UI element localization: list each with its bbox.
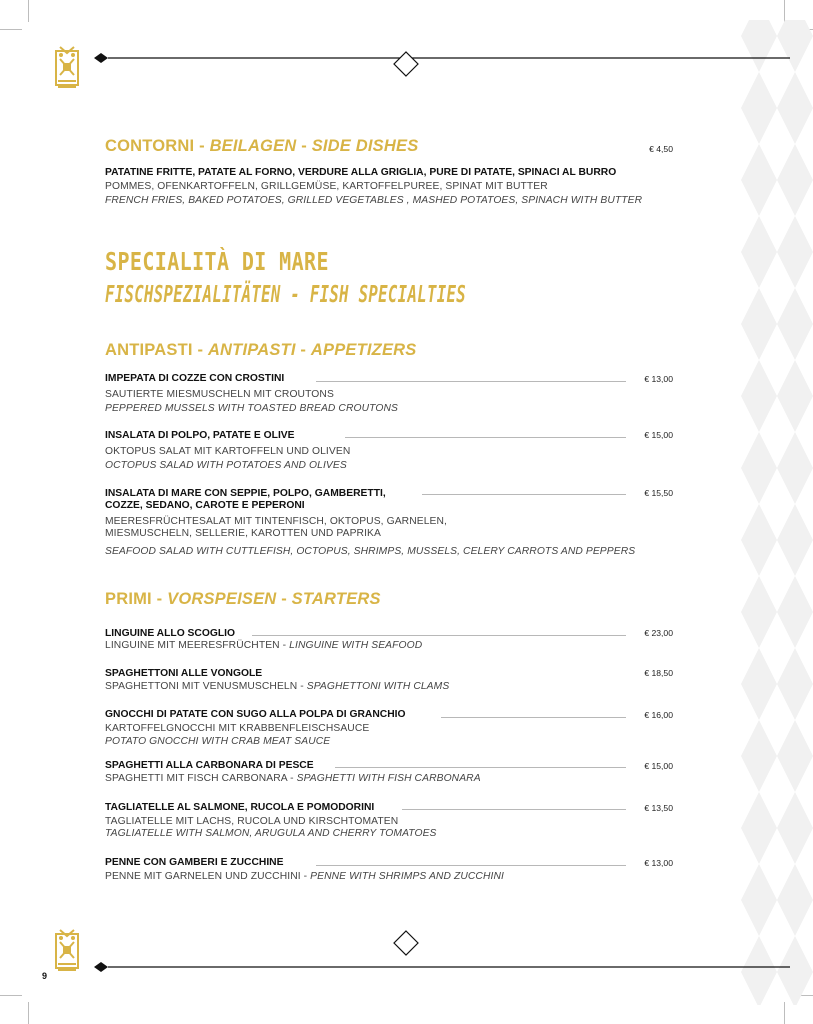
dish-name: TAGLIATELLE AL SALMONE, RUCOLA E POMODORINI <box>105 802 375 813</box>
dish-translation-en: POTATO GNOCCHI WITH CRAB MEAT SAUCE <box>105 736 331 747</box>
crop-mark <box>28 1002 29 1024</box>
price: € 18,50 <box>644 668 673 678</box>
dish-translation: LINGUINE MIT MEERESFRÜCHTEN - LINGUINE WITH SEAFOOD <box>105 640 423 651</box>
section-heading-contorni: CONTORNI - BEILAGEN - SIDE DISHES <box>105 137 419 155</box>
leader-line <box>316 865 626 866</box>
playing-card-logo-icon <box>54 45 80 91</box>
dish-name-continued: COZZE, SEDANO, CAROTE E PEPERONI <box>105 500 305 511</box>
price: € 15,50 <box>644 488 673 498</box>
dish-name: SPAGHETTI ALLA CARBONARA DI PESCE <box>105 760 314 771</box>
dish-name: IMPEPATA DI COZZE CON CROSTINI <box>105 373 285 384</box>
page-number: 9 <box>42 971 48 981</box>
leader-line <box>345 437 626 438</box>
specialties-title: SPECIALITÀ DI MARE <box>105 247 329 276</box>
price: € 4,50 <box>649 144 673 154</box>
price: € 15,00 <box>644 430 673 440</box>
dish-translation-en: SEAFOOD SALAD WITH CUTTLEFISH, OCTOPUS, SHRIMPS, MUSSELS, CELERY CARROTS AND PEPPERS <box>105 546 636 557</box>
crop-mark <box>28 0 29 22</box>
dish-translation-de: SAUTIERTE MIESMUSCHELN MIT CROUTONS <box>105 389 334 400</box>
dish-name: GNOCCHI DI PATATE CON SUGO ALLA POLPA DI GRANCHIO <box>105 709 406 720</box>
price: € 15,00 <box>644 761 673 771</box>
leader-line <box>422 494 626 495</box>
dish-translation-de: TAGLIATELLE MIT LACHS, RUCOLA UND KIRSCHTOMATEN <box>105 816 399 827</box>
dish-translation-de: OKTOPUS SALAT MIT KARTOFFELN UND OLIVEN <box>105 446 351 457</box>
section-heading-antipasti: ANTIPASTI - ANTIPASTI - APPETIZERS <box>105 341 417 359</box>
dish-name: PENNE CON GAMBERI E ZUCCHINE <box>105 857 284 868</box>
section-heading-primi: PRIMI - VORSPEISEN - STARTERS <box>105 590 381 608</box>
dish-translation-en: TAGLIATELLE WITH SALMON, ARUGULA AND CHERRY TOMATOES <box>105 828 437 839</box>
dish-translation: SPAGHETTI MIT FISCH CARBONARA - SPAGHETTI WITH FISH CARBONARA <box>105 773 481 784</box>
dish-translation-de-continued: MIESMUSCHELN, SELLERIE, KAROTTEN UND PAPRIKA <box>105 528 381 539</box>
dish-name: SPAGHETTONI ALLE VONGOLE <box>105 668 263 679</box>
dish-translation: SPAGHETTONI MIT VENUSMUSCHELN - SPAGHETTONI WITH CLAMS <box>105 681 450 692</box>
harlequin-pattern <box>741 0 813 1024</box>
leader-line <box>441 717 626 718</box>
dish-translation-de: KARTOFFELGNOCCHI MIT KRABBENFLEISCHSAUCE <box>105 723 370 734</box>
price: € 13,00 <box>644 374 673 384</box>
crop-mark <box>0 995 22 996</box>
leader-line <box>252 635 626 636</box>
leader-line <box>402 809 626 810</box>
dish-translation-en: PEPPERED MUSSELS WITH TOASTED BREAD CROUTONS <box>105 403 398 414</box>
leader-line <box>335 767 626 768</box>
price: € 13,50 <box>644 803 673 813</box>
dish-name: PATATINE FRITTE, PATATE AL FORNO, VERDURE ALLA GRIGLIA, PURE DI PATATE, SPINACI AL BURRO <box>105 167 617 178</box>
price: € 16,00 <box>644 710 673 720</box>
specialties-subtitle: FISCHSPEZIALITÄTEN - FISH SPECIALTIES <box>105 282 466 308</box>
dish-translation-de: POMMES, OFENKARTOFFELN, GRILLGEMÜSE, KARTOFFELPUREE, SPINAT MIT BUTTER <box>105 181 548 192</box>
dish-name: LINGUINE ALLO SCOGLIO <box>105 628 236 639</box>
price: € 13,00 <box>644 858 673 868</box>
dish-name: INSALATA DI MARE CON SEPPIE, POLPO, GAMBERETTI, <box>105 488 386 499</box>
leader-line <box>316 381 626 382</box>
dish-translation-de: MEERESFRÜCHTESALAT MIT TINTENFISCH, OKTOPUS, GARNELEN, <box>105 516 448 527</box>
price: € 23,00 <box>644 628 673 638</box>
crop-mark <box>0 29 22 30</box>
dish-translation: PENNE MIT GARNELEN UND ZUCCHINI - PENNE WITH SHRIMPS AND ZUCCHINI <box>105 871 504 882</box>
dish-translation-en: OCTOPUS SALAD WITH POTATOES AND OLIVES <box>105 460 347 471</box>
top-decorative-rule <box>90 30 790 90</box>
dish-name: INSALATA DI POLPO, PATATE E OLIVE <box>105 430 295 441</box>
playing-card-logo-icon <box>54 928 80 974</box>
dish-translation-en: FRENCH FRIES, BAKED POTATOES, GRILLED VEGETABLES , MASHED POTATOES, SPINACH WITH BUTTER <box>105 195 643 206</box>
bottom-decorative-rule <box>90 925 790 985</box>
